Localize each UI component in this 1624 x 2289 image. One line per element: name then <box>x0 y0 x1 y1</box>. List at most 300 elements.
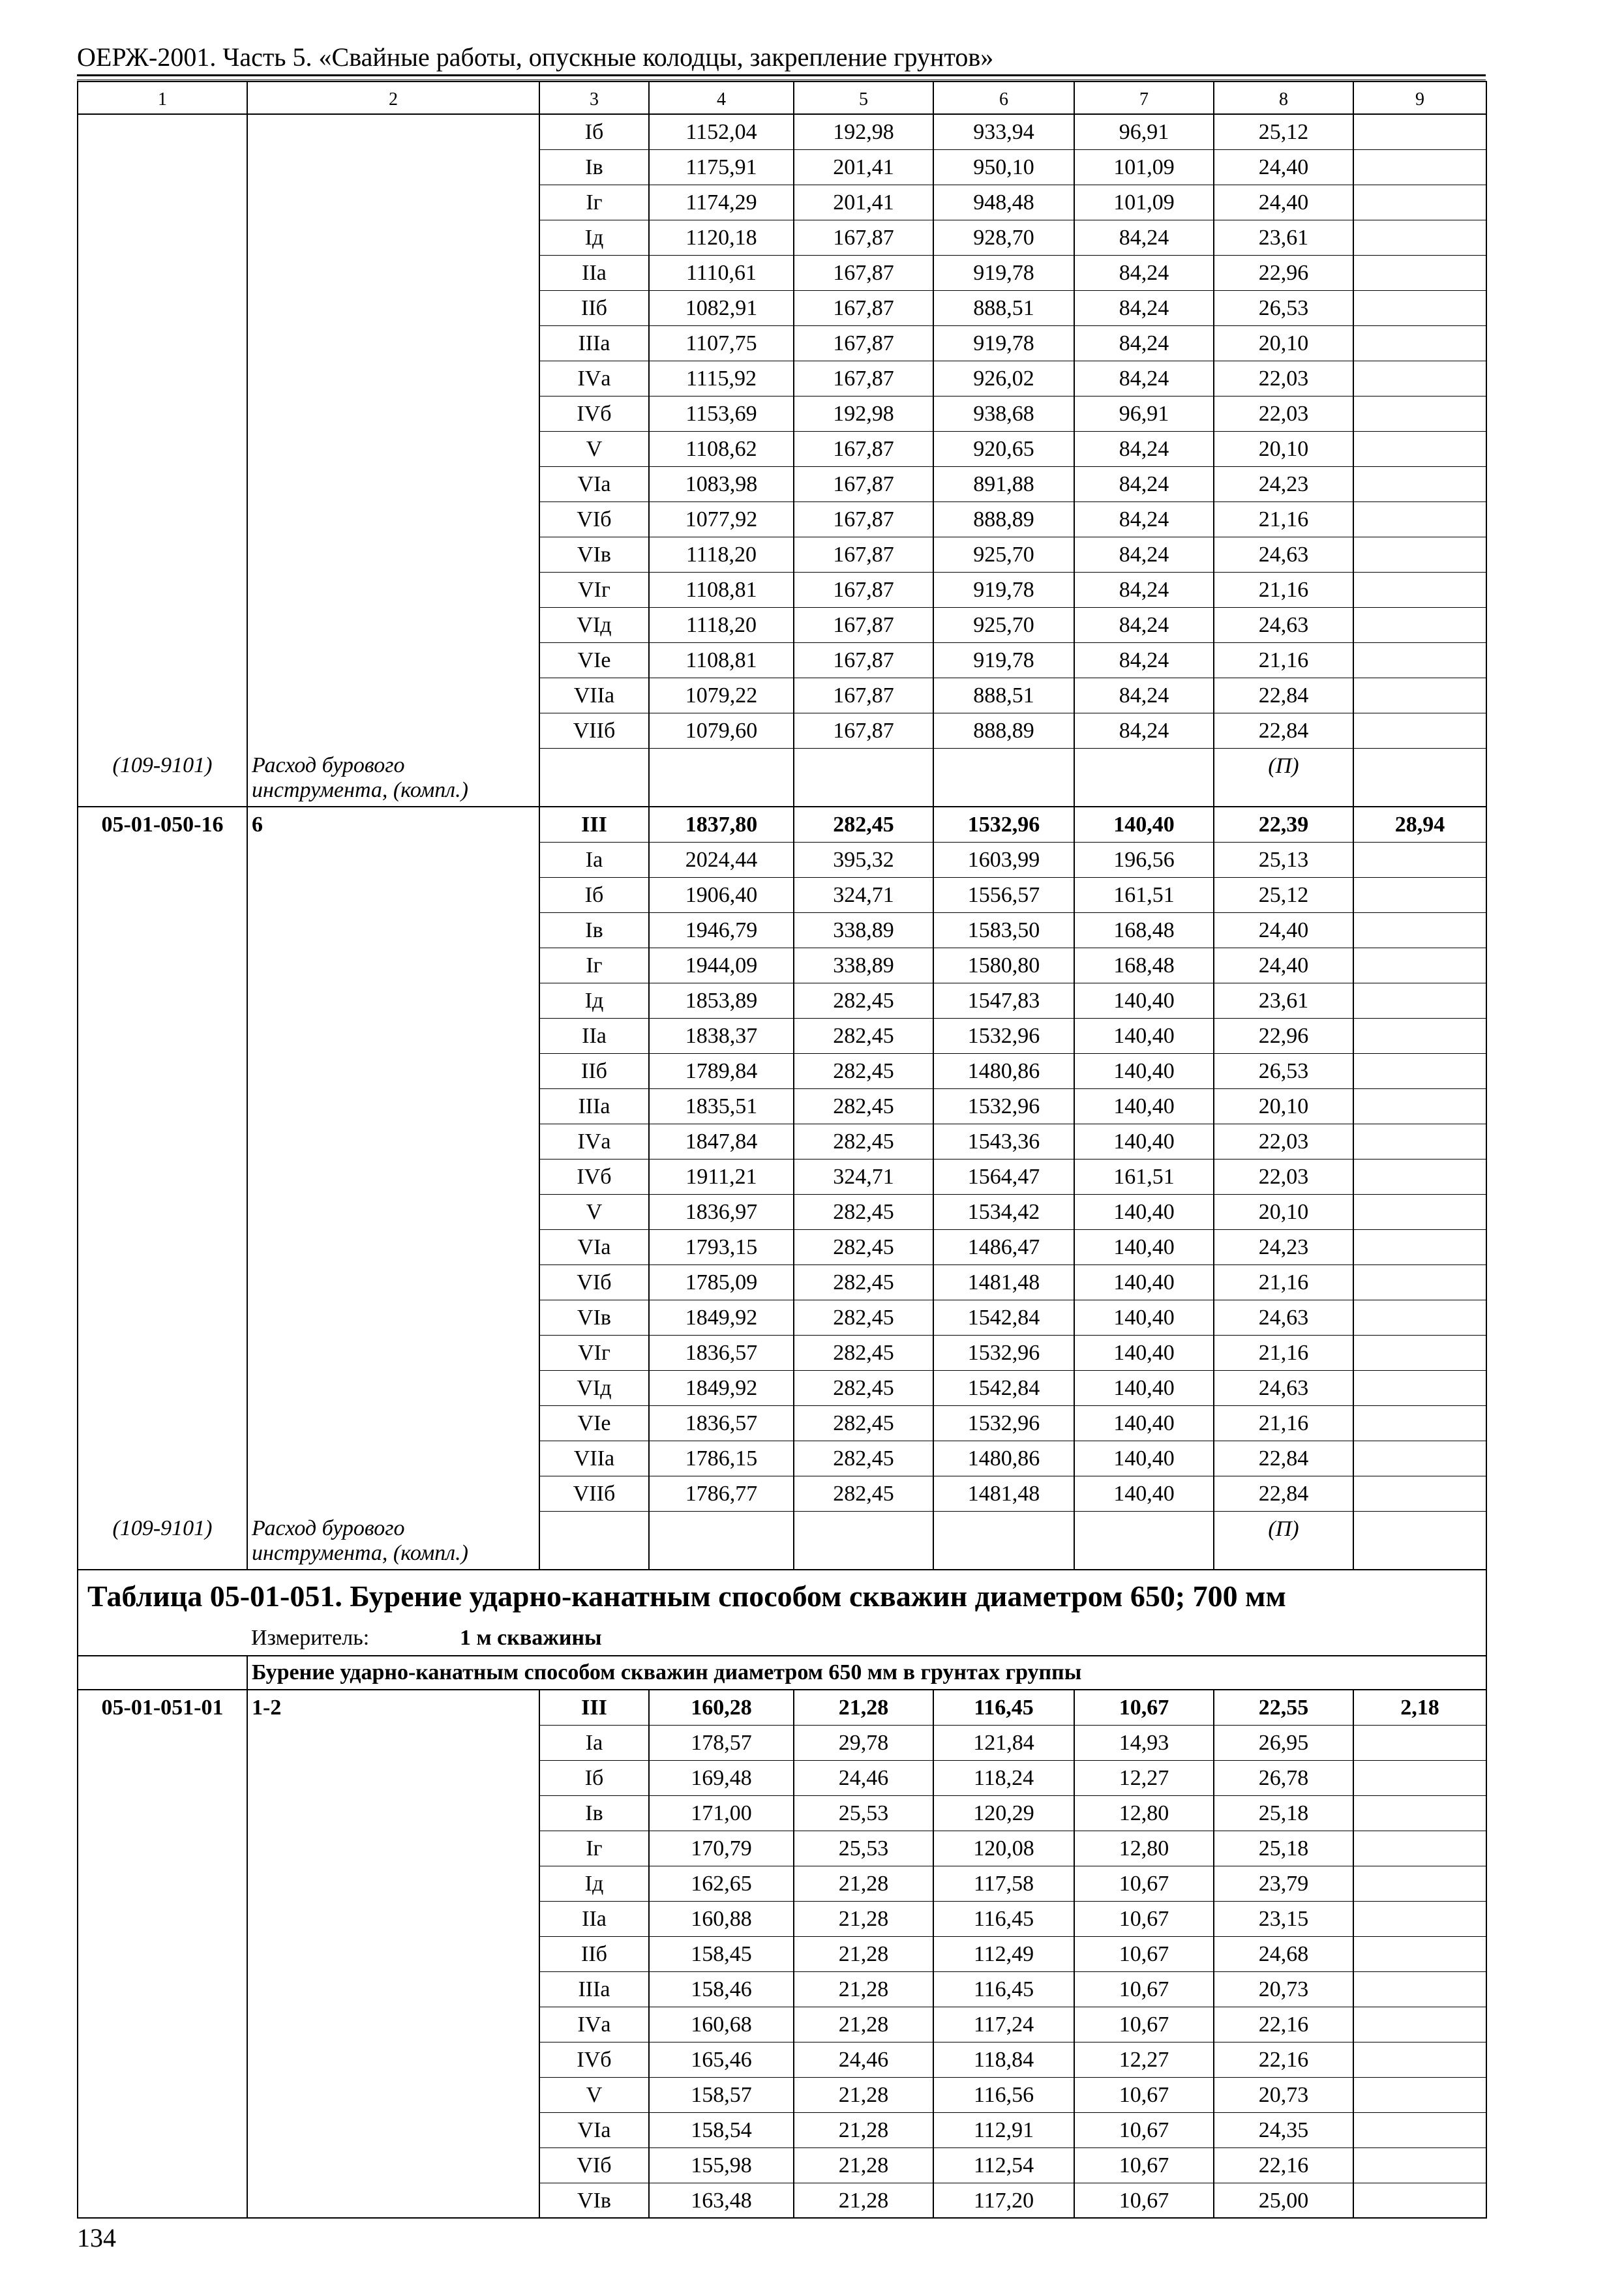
resource-row <box>78 748 1486 807</box>
wages-cell: 282,45 <box>794 1405 933 1441</box>
direct-costs-cell: 1838,37 <box>649 1018 794 1053</box>
description-cell <box>247 948 539 983</box>
labor-cost-cell: 26,95 <box>1214 1725 1353 1760</box>
description-cell: 6 <box>247 807 539 842</box>
direct-costs-cell: 1837,80 <box>649 807 794 842</box>
wages-cell: 282,45 <box>794 1300 933 1335</box>
direct-costs-cell: 1110,61 <box>649 255 794 290</box>
soil-group-cell: III <box>539 807 649 842</box>
machines-cell: 116,45 <box>933 1690 1074 1725</box>
direct-costs-cell: 158,46 <box>649 1971 794 2007</box>
description-cell <box>247 1018 539 1053</box>
soil-group-cell: IIб <box>539 290 649 325</box>
machinist-labor-cell <box>1353 1760 1486 1795</box>
empty-cell <box>1074 748 1214 807</box>
empty-cell <box>933 1511 1074 1570</box>
wages-cell: 324,71 <box>794 1159 933 1194</box>
description-cell <box>247 1795 539 1831</box>
code-cell <box>78 1476 247 1511</box>
header-rule-thick <box>77 74 1486 76</box>
code-cell <box>78 537 247 572</box>
labor-cost-cell: 22,03 <box>1214 1124 1353 1159</box>
direct-costs-cell: 1849,92 <box>649 1370 794 1405</box>
machinist-wages-cell: 10,67 <box>1074 1690 1214 1725</box>
machinist-wages-cell: 140,40 <box>1074 1264 1214 1300</box>
soil-group-cell: Iа <box>539 1725 649 1760</box>
machines-cell: 1603,99 <box>933 842 1074 877</box>
table-row <box>78 1053 1486 1088</box>
machinist-labor-cell <box>1353 2112 1486 2147</box>
soil-group-cell: VIе <box>539 642 649 678</box>
code-cell <box>78 1795 247 1831</box>
wages-cell: 338,89 <box>794 948 933 983</box>
machines-cell: 928,70 <box>933 220 1074 255</box>
labor-cost-cell: 26,53 <box>1214 1053 1353 1088</box>
machines-cell: 1532,96 <box>933 807 1074 842</box>
description-cell <box>247 2112 539 2147</box>
soil-group-cell: VIа <box>539 2112 649 2147</box>
wages-cell: 167,87 <box>794 220 933 255</box>
wages-cell: 201,41 <box>794 185 933 220</box>
soil-group-cell: IVб <box>539 1159 649 1194</box>
machinist-wages-cell: 12,27 <box>1074 2042 1214 2077</box>
machinist-wages-cell: 84,24 <box>1074 501 1214 537</box>
machinist-labor-cell <box>1353 537 1486 572</box>
labor-cost-cell: 24,40 <box>1214 185 1353 220</box>
machinist-wages-cell: 161,51 <box>1074 877 1214 912</box>
soil-group-cell: IIа <box>539 255 649 290</box>
code-cell <box>78 948 247 983</box>
soil-group-cell: Iб <box>539 877 649 912</box>
table-row <box>78 1264 1486 1300</box>
machines-cell: 1532,96 <box>933 1335 1074 1370</box>
wages-cell: 324,71 <box>794 877 933 912</box>
description-cell <box>247 912 539 948</box>
machines-cell: 891,88 <box>933 466 1074 501</box>
column-number: 7 <box>1074 82 1214 114</box>
direct-costs-cell: 1120,18 <box>649 220 794 255</box>
labor-cost-cell: 22,84 <box>1214 713 1353 748</box>
machines-cell: 938,68 <box>933 396 1074 431</box>
machinist-labor-cell <box>1353 255 1486 290</box>
code-cell <box>78 431 247 466</box>
description-cell <box>247 1936 539 1971</box>
empty-cell <box>78 1622 247 1656</box>
code-cell <box>78 1053 247 1088</box>
meter-cell <box>247 1622 1486 1656</box>
labor-cost-cell: 21,16 <box>1214 1405 1353 1441</box>
description-cell <box>247 1441 539 1476</box>
wages-cell: 29,78 <box>794 1725 933 1760</box>
machines-cell: 919,78 <box>933 642 1074 678</box>
description-cell: 1-2 <box>247 1690 539 1725</box>
code-cell <box>78 912 247 948</box>
labor-cost-cell: 23,79 <box>1214 1866 1353 1901</box>
machinist-labor-cell <box>1353 678 1486 713</box>
direct-costs-cell: 170,79 <box>649 1831 794 1866</box>
machines-cell: 116,45 <box>933 1901 1074 1936</box>
soil-group-cell: Iб <box>539 114 649 149</box>
machinist-labor-cell: 2,18 <box>1353 1690 1486 1725</box>
machinist-wages-cell: 84,24 <box>1074 325 1214 361</box>
table-row <box>78 255 1486 290</box>
wages-cell: 21,28 <box>794 2147 933 2183</box>
labor-cost-cell: 24,35 <box>1214 2112 1353 2147</box>
code-cell <box>78 2183 247 2218</box>
wages-cell: 282,45 <box>794 1053 933 1088</box>
soil-group-cell: IIа <box>539 1901 649 1936</box>
machinist-labor-cell <box>1353 1159 1486 1194</box>
code-cell <box>78 1018 247 1053</box>
machinist-wages-cell: 84,24 <box>1074 537 1214 572</box>
direct-costs-cell: 1079,22 <box>649 678 794 713</box>
code-cell <box>78 396 247 431</box>
empty-cell <box>1074 1511 1214 1570</box>
labor-cost-cell: 20,73 <box>1214 2077 1353 2112</box>
machinist-labor-cell <box>1353 948 1486 983</box>
description-cell <box>247 220 539 255</box>
code-cell <box>78 185 247 220</box>
machinist-wages-cell: 10,67 <box>1074 2147 1214 2183</box>
table-row <box>78 842 1486 877</box>
soil-group-cell: V <box>539 1194 649 1229</box>
code-cell <box>78 1264 247 1300</box>
code-cell <box>78 607 247 642</box>
machinist-wages-cell: 140,40 <box>1074 1300 1214 1335</box>
table-row <box>78 948 1486 983</box>
code-cell <box>78 678 247 713</box>
machinist-labor-cell <box>1353 325 1486 361</box>
labor-cost-cell: 22,84 <box>1214 1441 1353 1476</box>
empty-cell <box>1353 1511 1486 1570</box>
machinist-labor-cell <box>1353 1124 1486 1159</box>
machines-cell: 950,10 <box>933 149 1074 185</box>
table-row <box>78 185 1486 220</box>
wages-cell: 338,89 <box>794 912 933 948</box>
code-cell <box>78 1936 247 1971</box>
wages-cell: 167,87 <box>794 290 933 325</box>
wages-cell: 21,28 <box>794 1971 933 2007</box>
code-cell <box>78 361 247 396</box>
direct-costs-cell: 1849,92 <box>649 1300 794 1335</box>
code-cell <box>78 1088 247 1124</box>
labor-cost-cell: 25,00 <box>1214 2183 1353 2218</box>
direct-costs-cell: 165,46 <box>649 2042 794 2077</box>
soil-group-cell: Iд <box>539 220 649 255</box>
wages-cell: 21,28 <box>794 2183 933 2218</box>
machinist-labor-cell <box>1353 290 1486 325</box>
column-number: 1 <box>78 82 247 114</box>
wages-cell: 282,45 <box>794 1124 933 1159</box>
table-title-row <box>78 1570 1486 1622</box>
table-row <box>78 1405 1486 1441</box>
soil-group-cell: VIа <box>539 466 649 501</box>
wages-cell: 21,28 <box>794 1901 933 1936</box>
description-cell <box>247 607 539 642</box>
labor-cost-cell: 25,13 <box>1214 842 1353 877</box>
direct-costs-cell: 158,45 <box>649 1936 794 1971</box>
machines-cell: 117,58 <box>933 1866 1074 1901</box>
soil-group-cell: IIIа <box>539 1088 649 1124</box>
wages-cell: 25,53 <box>794 1795 933 1831</box>
table-row <box>78 501 1486 537</box>
soil-group-cell: VIб <box>539 2147 649 2183</box>
machinist-labor-cell <box>1353 501 1486 537</box>
soil-group-cell: Iв <box>539 149 649 185</box>
soil-group-cell: VIб <box>539 1264 649 1300</box>
description-cell <box>247 983 539 1018</box>
wages-cell: 201,41 <box>794 149 933 185</box>
wages-cell: 192,98 <box>794 114 933 149</box>
soil-group-cell: Iг <box>539 948 649 983</box>
description-cell <box>247 149 539 185</box>
machinist-labor-cell <box>1353 877 1486 912</box>
direct-costs-cell: 1174,29 <box>649 185 794 220</box>
machinist-labor-cell <box>1353 2007 1486 2042</box>
empty-cell <box>539 748 649 807</box>
direct-costs-cell: 1115,92 <box>649 361 794 396</box>
machines-cell: 1556,57 <box>933 877 1074 912</box>
soil-group-cell: Iв <box>539 912 649 948</box>
labor-cost-cell: 21,16 <box>1214 642 1353 678</box>
meter-label: Измеритель: <box>251 1626 370 1650</box>
soil-group-cell: VIв <box>539 2183 649 2218</box>
direct-costs-cell: 160,28 <box>649 1690 794 1725</box>
table-row <box>78 1971 1486 2007</box>
table-row <box>78 807 1486 842</box>
machinist-labor-cell <box>1353 1335 1486 1370</box>
empty-cell <box>1353 748 1486 807</box>
labor-cost-cell: 22,03 <box>1214 396 1353 431</box>
table-row <box>78 1088 1486 1124</box>
machinist-wages-cell: 140,40 <box>1074 1194 1214 1229</box>
table-row <box>78 1795 1486 1831</box>
code-cell <box>78 642 247 678</box>
code-cell <box>78 1194 247 1229</box>
machinist-labor-cell <box>1353 1405 1486 1441</box>
table-row <box>78 1690 1486 1725</box>
machines-cell: 1480,86 <box>933 1441 1074 1476</box>
description-cell <box>247 1866 539 1901</box>
description-cell <box>247 1405 539 1441</box>
machines-cell: 1481,48 <box>933 1264 1074 1300</box>
wages-cell: 282,45 <box>794 1370 933 1405</box>
machinist-labor-cell <box>1353 2042 1486 2077</box>
description-cell <box>247 2077 539 2112</box>
machines-cell: 112,91 <box>933 2112 1074 2147</box>
labor-cost-cell: 24,63 <box>1214 537 1353 572</box>
direct-costs-cell: 1835,51 <box>649 1088 794 1124</box>
soil-group-cell: VIг <box>539 1335 649 1370</box>
direct-costs-cell: 1108,81 <box>649 642 794 678</box>
machines-cell: 120,29 <box>933 1795 1074 1831</box>
soil-group-cell: V <box>539 431 649 466</box>
labor-cost-cell: 25,12 <box>1214 114 1353 149</box>
table-row <box>78 1476 1486 1511</box>
soil-group-cell: Iв <box>539 1795 649 1831</box>
machines-cell: 1542,84 <box>933 1300 1074 1335</box>
description-cell <box>247 1053 539 1088</box>
wages-cell: 167,87 <box>794 572 933 607</box>
table-row <box>78 466 1486 501</box>
machinist-labor-cell <box>1353 713 1486 748</box>
estimate-table <box>77 81 1487 2219</box>
machinist-wages-cell: 84,24 <box>1074 290 1214 325</box>
soil-group-cell: IVа <box>539 2007 649 2042</box>
machinist-wages-cell: 140,40 <box>1074 1441 1214 1476</box>
labor-cost-cell: 21,16 <box>1214 1335 1353 1370</box>
table-row <box>78 114 1486 149</box>
machinist-labor-cell <box>1353 1441 1486 1476</box>
empty-cell <box>933 748 1074 807</box>
machinist-wages-cell: 10,67 <box>1074 2112 1214 2147</box>
direct-costs-cell: 1836,97 <box>649 1194 794 1229</box>
wages-cell: 167,87 <box>794 537 933 572</box>
wages-cell: 167,87 <box>794 255 933 290</box>
machinist-labor-cell <box>1353 1053 1486 1088</box>
soil-group-cell: Iб <box>539 1760 649 1795</box>
soil-group-cell: IIб <box>539 1936 649 1971</box>
description-cell <box>247 2183 539 2218</box>
code-cell <box>78 2007 247 2042</box>
labor-cost-cell: 24,40 <box>1214 149 1353 185</box>
direct-costs-cell: 1785,09 <box>649 1264 794 1300</box>
machinist-wages-cell: 168,48 <box>1074 948 1214 983</box>
labor-cost-cell: 22,39 <box>1214 807 1353 842</box>
code-cell <box>78 1760 247 1795</box>
table-row <box>78 1370 1486 1405</box>
machinist-wages-cell: 96,91 <box>1074 114 1214 149</box>
soil-group-cell: Iд <box>539 983 649 1018</box>
machinist-wages-cell: 10,67 <box>1074 2183 1214 2218</box>
description-cell <box>247 1901 539 1936</box>
direct-costs-cell: 160,88 <box>649 1901 794 1936</box>
description-cell <box>247 1300 539 1335</box>
wages-cell: 24,46 <box>794 1760 933 1795</box>
code-cell <box>78 1901 247 1936</box>
direct-costs-cell: 158,54 <box>649 2112 794 2147</box>
machinist-labor-cell <box>1353 149 1486 185</box>
machinist-wages-cell: 10,67 <box>1074 2077 1214 2112</box>
direct-costs-cell: 1786,77 <box>649 1476 794 1511</box>
code-cell <box>78 114 247 149</box>
column-number: 8 <box>1214 82 1353 114</box>
table-row <box>78 572 1486 607</box>
wages-cell: 282,45 <box>794 1088 933 1124</box>
description-cell <box>247 1124 539 1159</box>
code-cell <box>78 1159 247 1194</box>
column-number: 9 <box>1353 82 1486 114</box>
machinist-wages-cell: 84,24 <box>1074 466 1214 501</box>
table-row <box>78 2077 1486 2112</box>
wages-cell: 282,45 <box>794 1476 933 1511</box>
code-cell <box>78 2077 247 2112</box>
machines-cell: 1532,96 <box>933 1018 1074 1053</box>
code-cell <box>78 842 247 877</box>
empty-cell <box>649 748 794 807</box>
soil-group-cell: VIIб <box>539 713 649 748</box>
machinist-wages-cell: 140,40 <box>1074 983 1214 1018</box>
direct-costs-cell: 1793,15 <box>649 1229 794 1264</box>
soil-group-cell: IVа <box>539 361 649 396</box>
table-row <box>78 325 1486 361</box>
machinist-labor-cell <box>1353 1901 1486 1936</box>
machinist-wages-cell: 161,51 <box>1074 1159 1214 1194</box>
machinist-wages-cell: 84,24 <box>1074 572 1214 607</box>
direct-costs-cell: 1079,60 <box>649 713 794 748</box>
machinist-wages-cell: 10,67 <box>1074 1971 1214 2007</box>
wages-cell: 167,87 <box>794 713 933 748</box>
labor-cost-cell: 24,63 <box>1214 1300 1353 1335</box>
machinist-labor-cell <box>1353 983 1486 1018</box>
machinist-labor-cell <box>1353 1476 1486 1511</box>
table-row <box>78 1229 1486 1264</box>
description-cell <box>247 642 539 678</box>
soil-group-cell: III <box>539 1690 649 1725</box>
code-cell <box>78 325 247 361</box>
table-row <box>78 220 1486 255</box>
code-cell <box>78 572 247 607</box>
soil-group-cell: VIг <box>539 572 649 607</box>
machinist-wages-cell: 14,93 <box>1074 1725 1214 1760</box>
machines-cell: 1542,84 <box>933 1370 1074 1405</box>
machinist-labor-cell <box>1353 1018 1486 1053</box>
wages-cell: 167,87 <box>794 607 933 642</box>
description-cell <box>247 2147 539 2183</box>
machines-cell: 919,78 <box>933 255 1074 290</box>
labor-cost-cell: 22,16 <box>1214 2007 1353 2042</box>
machines-cell: 925,70 <box>933 537 1074 572</box>
machinist-labor-cell <box>1353 1936 1486 1971</box>
labor-cost-cell: 25,18 <box>1214 1831 1353 1866</box>
machines-cell: 1481,48 <box>933 1476 1074 1511</box>
machinist-labor-cell <box>1353 1725 1486 1760</box>
table-row <box>78 1866 1486 1901</box>
table-row <box>78 2112 1486 2147</box>
labor-cost-cell: 23,61 <box>1214 220 1353 255</box>
machines-cell: 118,24 <box>933 1760 1074 1795</box>
empty-cell <box>539 1511 649 1570</box>
machinist-labor-cell <box>1353 842 1486 877</box>
table-row <box>78 678 1486 713</box>
code-cell <box>78 466 247 501</box>
description-cell <box>247 114 539 149</box>
machinist-wages-cell: 10,67 <box>1074 1866 1214 1901</box>
table-row <box>78 877 1486 912</box>
description-cell <box>247 255 539 290</box>
machinist-wages-cell: 84,24 <box>1074 255 1214 290</box>
labor-cost-cell: 24,63 <box>1214 1370 1353 1405</box>
code-cell <box>78 501 247 537</box>
table-row <box>78 290 1486 325</box>
table-row <box>78 361 1486 396</box>
machinist-labor-cell <box>1353 607 1486 642</box>
direct-costs-cell: 1118,20 <box>649 607 794 642</box>
description-cell <box>247 361 539 396</box>
soil-group-cell: VIIа <box>539 1441 649 1476</box>
labor-cost-cell: 24,40 <box>1214 948 1353 983</box>
direct-costs-cell: 171,00 <box>649 1795 794 1831</box>
machinist-labor-cell <box>1353 431 1486 466</box>
column-number-row <box>78 82 1486 114</box>
description-cell <box>247 877 539 912</box>
table-row <box>78 1936 1486 1971</box>
machinist-wages-cell: 140,40 <box>1074 1018 1214 1053</box>
resource-unit-cell: (П) <box>1214 748 1353 807</box>
machinist-wages-cell: 10,67 <box>1074 1901 1214 1936</box>
soil-group-cell: Iг <box>539 1831 649 1866</box>
description-cell <box>247 1229 539 1264</box>
